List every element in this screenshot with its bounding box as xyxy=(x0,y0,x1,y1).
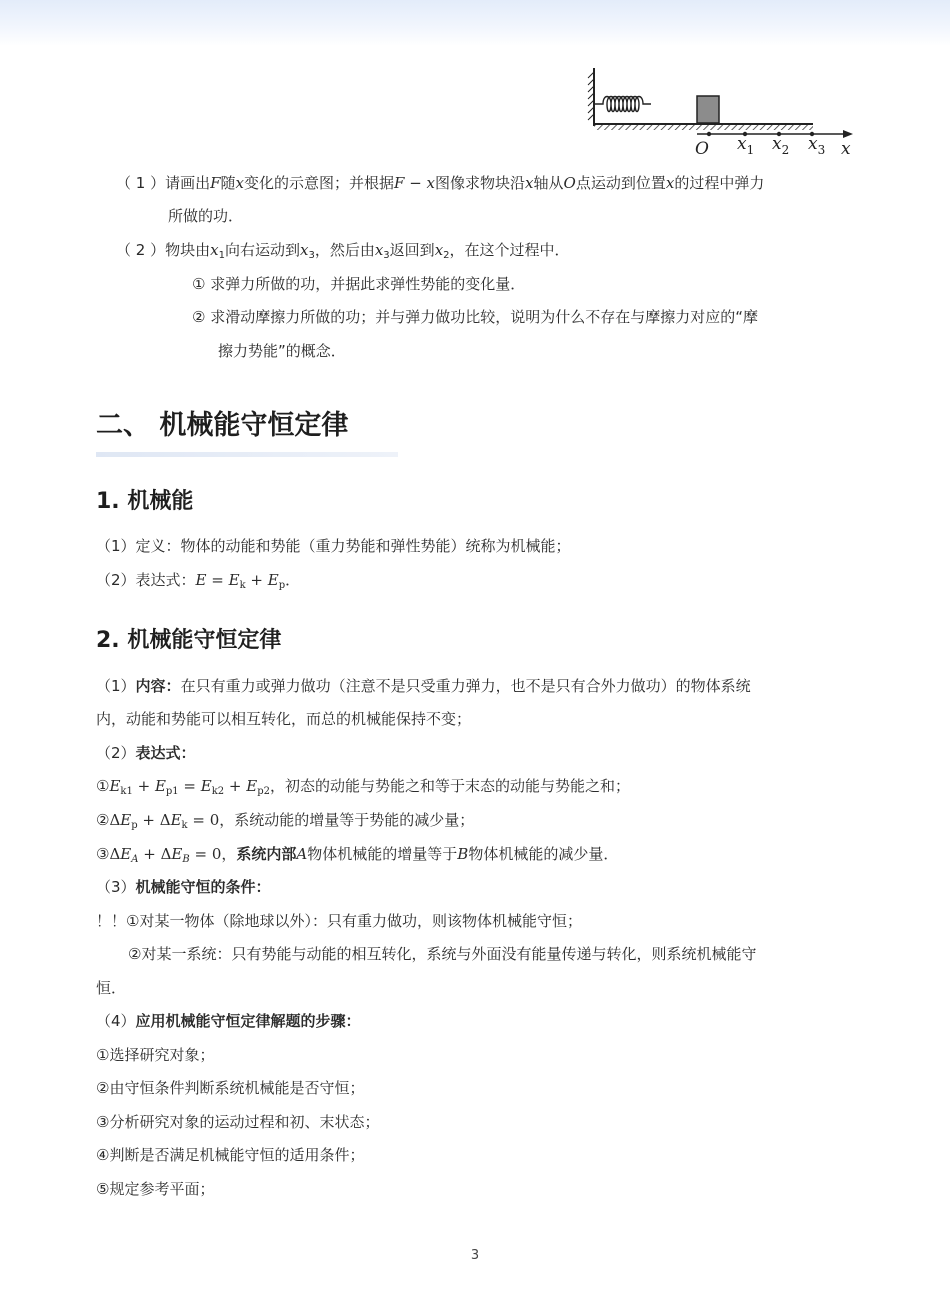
condition-2: ②对某一系统：只有势能与动能的相互转化，系统与外面没有能量传递与转化，则系统机械能守 xyxy=(128,945,757,963)
spring-block-diagram xyxy=(585,64,860,164)
x2-label: $x_2$ xyxy=(772,134,790,157)
formula-1: $①E_{k1} + E_{p1} = E_{k2} + E_{p2}$，初态的动能与势能之和等于末态的动能与势能之和； xyxy=(96,777,630,797)
question-2-sub-1: ① 求弹力所做的功，并据此求弹性势能的变化量． xyxy=(192,275,526,293)
step-item: ④判断是否满足机械能守恒的适用条件； xyxy=(96,1146,365,1164)
question-2: （ 2 ）物块由$x_1$向右运动到$x_3$，然后由$x_3$返回到$x_2$，在这个过程中． xyxy=(116,241,570,261)
question-2-sub-2: ② 求滑动摩擦力所做的功；并与弹力做功比较，说明为什么不存在与摩擦力对应的“摩 xyxy=(192,308,758,326)
condition-1: ！！①对某一物体（除地球以外）：只有重力做功，则该物体机械能守恒； xyxy=(96,912,582,930)
expression-line: （2）表达式：$E = E_k + E_p$． xyxy=(96,571,301,591)
step-item: ⑤规定参考平面； xyxy=(96,1180,215,1198)
question-1-cont: 所做的功． xyxy=(168,207,244,225)
conditions-heading: （3）机械能守恒的条件： xyxy=(96,878,271,896)
subsection-2-title: 2. 机械能守恒定律 xyxy=(96,628,282,653)
condition-2-cont: 恒． xyxy=(96,979,127,997)
subsection-1-title: 1. 机械能 xyxy=(96,489,194,514)
question-2-sub-2-cont: 擦力势能”的概念． xyxy=(218,342,346,360)
steps-heading: （4）应用机械能守恒定律解题的步骤： xyxy=(96,1012,361,1030)
x3-label: $x_3$ xyxy=(808,134,826,157)
ground xyxy=(594,124,813,130)
expression-heading: （2）表达式： xyxy=(96,744,196,762)
step-item: ③分析研究对象的运动过程和初、末状态； xyxy=(96,1113,380,1131)
content-line: （1）内容：在只有重力或弹力做功（注意不是只受重力弹力，也不是只有合外力做功）的物体系统 xyxy=(96,677,751,695)
section-title: 二、 机械能守恒定律 xyxy=(96,410,349,441)
question-1: （ 1 ）请画出F随x变化的示意图；并根据F − x图像求物块沿x轴从O点运动到位置x的过程中弹力 xyxy=(116,174,765,192)
step-item: ①选择研究对象； xyxy=(96,1046,215,1064)
x1-label: $x_1$ xyxy=(737,134,755,157)
wall xyxy=(588,68,594,126)
page-number: 3 xyxy=(470,1248,480,1263)
formula-2: $②\Delta E_p + \Delta E_k = 0$，系统动能的增量等于势能的减少量； xyxy=(96,811,475,831)
origin-label: O xyxy=(695,139,709,159)
spring xyxy=(595,97,651,112)
block xyxy=(697,96,719,123)
formula-3: $③\Delta E_A + \Delta E_B = 0$，系统内部A物体机械能的增量等于B物体机械能的减少量． xyxy=(96,845,619,865)
content-line-cont: 内，动能和势能可以相互转化，而总的机械能保持不变； xyxy=(96,710,472,728)
axis-label: x xyxy=(841,139,851,159)
section-title-underline xyxy=(96,452,398,457)
page-header-band xyxy=(0,0,950,46)
definition-line: （1）定义：物体的动能和势能（重力势能和弹性势能）统称为机械能； xyxy=(96,537,571,555)
step-item: ②由守恒条件判断系统机械能是否守恒； xyxy=(96,1079,365,1097)
